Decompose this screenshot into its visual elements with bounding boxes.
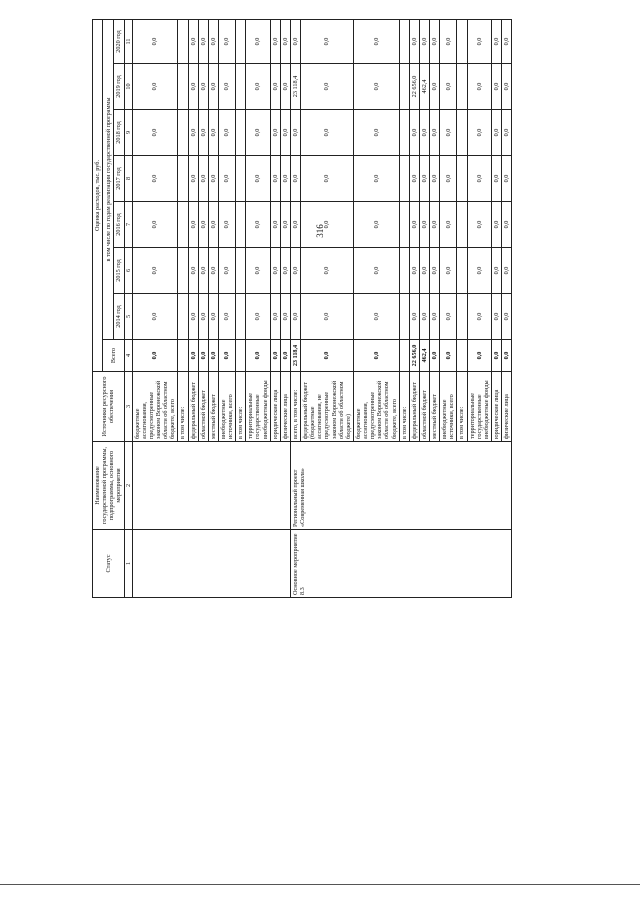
year-value-cell: 0,0 bbox=[440, 64, 457, 110]
total-value-cell: 0,0 bbox=[218, 340, 235, 372]
year-value-cell: 0,0 bbox=[188, 202, 198, 248]
column-number: 1 bbox=[124, 530, 132, 598]
column-number: 2 bbox=[124, 442, 132, 530]
year-value-cell: 0,0 bbox=[270, 202, 280, 248]
source-cell: федеральный бюджет bbox=[409, 372, 419, 442]
year-value-cell: 0,0 bbox=[198, 202, 208, 248]
year-value-cell: 0,0 bbox=[467, 64, 491, 110]
name-cell bbox=[132, 442, 290, 530]
year-value-cell: 0,0 bbox=[502, 294, 512, 340]
header-status: Статус bbox=[93, 530, 125, 598]
year-value-cell: 0,0 bbox=[188, 110, 198, 156]
year-value-cell: 0,0 bbox=[430, 294, 440, 340]
year-value-cell: 0,0 bbox=[353, 294, 399, 340]
year-value-cell bbox=[236, 202, 246, 248]
year-value-cell: 0,0 bbox=[353, 202, 399, 248]
year-value-cell bbox=[399, 64, 409, 110]
year-value-cell: 0,0 bbox=[467, 156, 491, 202]
total-value-cell: 0,0 bbox=[208, 340, 218, 372]
year-value-cell: 0,0 bbox=[419, 248, 429, 294]
source-cell: в том числе: bbox=[399, 372, 409, 442]
source-cell: в том числе: bbox=[457, 372, 467, 442]
header-year: 2018 год bbox=[114, 110, 124, 156]
year-value-cell bbox=[457, 110, 467, 156]
status-cell: Основное мероприятие 8.3 bbox=[290, 530, 511, 598]
year-value-cell: 0,0 bbox=[198, 248, 208, 294]
year-value-cell: 0,0 bbox=[491, 294, 501, 340]
year-value-cell: 0,0 bbox=[430, 110, 440, 156]
year-value-cell: 0,0 bbox=[419, 294, 429, 340]
total-value-cell: 0,0 bbox=[301, 340, 354, 372]
year-value-cell: 0,0 bbox=[218, 64, 235, 110]
year-value-cell: 0,0 bbox=[491, 156, 501, 202]
total-value-cell bbox=[236, 340, 246, 372]
total-value-cell: 0,0 bbox=[270, 340, 280, 372]
year-value-cell: 0,0 bbox=[246, 110, 270, 156]
column-number: 11 bbox=[124, 20, 132, 64]
source-cell: бюджетные ассигнования, предусмотренные законом Воронежской области об областном бюджете, всего bbox=[353, 372, 399, 442]
source-cell: местный бюджет bbox=[208, 372, 218, 442]
year-value-cell bbox=[399, 248, 409, 294]
year-value-cell bbox=[457, 20, 467, 64]
year-value-cell: 0,0 bbox=[270, 20, 280, 64]
year-value-cell: 0,0 bbox=[440, 156, 457, 202]
year-value-cell: 0,0 bbox=[430, 202, 440, 248]
year-value-cell: 0,0 bbox=[280, 294, 290, 340]
year-value-cell: 0,0 bbox=[246, 294, 270, 340]
total-value-cell: 23 118,4 bbox=[290, 340, 300, 372]
year-value-cell: 0,0 bbox=[270, 110, 280, 156]
year-value-cell bbox=[399, 20, 409, 64]
header-year: 2014 год bbox=[114, 294, 124, 340]
year-value-cell bbox=[178, 156, 188, 202]
year-value-cell: 0,0 bbox=[440, 110, 457, 156]
rotated-table-container bbox=[92, 20, 562, 598]
year-value-cell: 0,0 bbox=[353, 64, 399, 110]
year-value-cell: 0,0 bbox=[430, 156, 440, 202]
column-number: 5 bbox=[124, 294, 132, 340]
year-value-cell bbox=[236, 110, 246, 156]
year-value-cell: 0,0 bbox=[353, 156, 399, 202]
column-number: 3 bbox=[124, 372, 132, 442]
source-cell: областной бюджет bbox=[198, 372, 208, 442]
year-value-cell: 0,0 bbox=[353, 110, 399, 156]
year-value-cell: 0,0 bbox=[430, 64, 440, 110]
year-value-cell bbox=[399, 110, 409, 156]
year-value-cell: 0,0 bbox=[301, 110, 354, 156]
year-value-cell: 0,0 bbox=[246, 202, 270, 248]
year-value-cell: 0,0 bbox=[353, 20, 399, 64]
year-value-cell bbox=[236, 248, 246, 294]
column-numbers-row bbox=[124, 20, 132, 598]
header-year: 2016 год bbox=[114, 202, 124, 248]
year-value-cell: 0,0 bbox=[409, 20, 419, 64]
year-value-cell: 0,0 bbox=[290, 248, 300, 294]
year-value-cell: 0,0 bbox=[218, 20, 235, 64]
year-value-cell: 0,0 bbox=[467, 20, 491, 64]
year-value-cell: 0,0 bbox=[290, 202, 300, 248]
year-value-cell: 0,0 bbox=[280, 110, 290, 156]
year-value-cell: 0,0 bbox=[218, 294, 235, 340]
year-value-cell bbox=[457, 156, 467, 202]
year-value-cell: 0,0 bbox=[208, 294, 218, 340]
year-value-cell bbox=[399, 202, 409, 248]
total-value-cell: 0,0 bbox=[353, 340, 399, 372]
year-value-cell: 0,0 bbox=[502, 20, 512, 64]
year-value-cell: 0,0 bbox=[467, 248, 491, 294]
year-value-cell bbox=[178, 294, 188, 340]
year-value-cell: 0,0 bbox=[491, 248, 501, 294]
year-value-cell: 0,0 bbox=[270, 294, 280, 340]
name-cell: Региональный проект «Современная школа» bbox=[290, 442, 511, 530]
source-cell: территориальные государственные внебюджетные фонды bbox=[246, 372, 270, 442]
year-value-cell: 0,0 bbox=[198, 156, 208, 202]
year-value-cell: 0,0 bbox=[188, 64, 198, 110]
year-value-cell bbox=[457, 248, 467, 294]
year-value-cell bbox=[236, 20, 246, 64]
total-value-cell: 0,0 bbox=[198, 340, 208, 372]
header-by-years: в том числе по годам реализации государственной программы bbox=[103, 20, 114, 340]
year-value-cell: 0,0 bbox=[218, 156, 235, 202]
year-value-cell: 462,4 bbox=[419, 64, 429, 110]
column-number: 7 bbox=[124, 202, 132, 248]
year-value-cell: 0,0 bbox=[208, 64, 218, 110]
year-value-cell: 0,0 bbox=[301, 248, 354, 294]
source-cell: федеральный бюджет bbox=[188, 372, 198, 442]
year-value-cell: 0,0 bbox=[132, 110, 178, 156]
total-value-cell bbox=[178, 340, 188, 372]
year-value-cell: 0,0 bbox=[132, 248, 178, 294]
year-value-cell: 0,0 bbox=[409, 248, 419, 294]
year-value-cell: 0,0 bbox=[198, 64, 208, 110]
year-value-cell bbox=[178, 20, 188, 64]
year-value-cell: 0,0 bbox=[419, 20, 429, 64]
year-value-cell: 0,0 bbox=[290, 294, 300, 340]
year-value-cell: 0,0 bbox=[409, 110, 419, 156]
year-value-cell: 0,0 bbox=[280, 64, 290, 110]
year-value-cell: 0,0 bbox=[132, 20, 178, 64]
source-cell: внебюджетные источники, всего bbox=[440, 372, 457, 442]
year-value-cell: 0,0 bbox=[280, 202, 290, 248]
year-value-cell bbox=[457, 64, 467, 110]
year-value-cell: 0,0 bbox=[270, 64, 280, 110]
year-value-cell: 0,0 bbox=[440, 20, 457, 64]
year-value-cell: 0,0 bbox=[502, 110, 512, 156]
year-value-cell: 0,0 bbox=[467, 202, 491, 248]
source-cell: местный бюджет bbox=[430, 372, 440, 442]
source-cell: территориальные государственные внебюджетные фонды bbox=[467, 372, 491, 442]
year-value-cell: 0,0 bbox=[198, 294, 208, 340]
year-value-cell: 0,0 bbox=[290, 156, 300, 202]
year-value-cell: 0,0 bbox=[419, 156, 429, 202]
year-value-cell: 0,0 bbox=[491, 110, 501, 156]
year-value-cell: 0,0 bbox=[208, 20, 218, 64]
total-value-cell bbox=[457, 340, 467, 372]
year-value-cell: 0,0 bbox=[132, 64, 178, 110]
total-value-cell: 22 656,0 bbox=[409, 340, 419, 372]
year-value-cell: 0,0 bbox=[502, 202, 512, 248]
header-year: 2015 год bbox=[114, 248, 124, 294]
source-cell: в том числе: bbox=[178, 372, 188, 442]
year-value-cell: 0,0 bbox=[208, 110, 218, 156]
page-bottom-rule bbox=[0, 884, 640, 885]
year-value-cell: 0,0 bbox=[502, 248, 512, 294]
source-cell: областной бюджет bbox=[419, 372, 429, 442]
total-value-cell: 0,0 bbox=[188, 340, 198, 372]
year-value-cell: 0,0 bbox=[409, 202, 419, 248]
year-value-cell: 0,0 bbox=[491, 20, 501, 64]
status-cell bbox=[132, 530, 290, 598]
year-value-cell: 0,0 bbox=[218, 248, 235, 294]
total-value-cell: 0,0 bbox=[246, 340, 270, 372]
year-value-cell bbox=[178, 202, 188, 248]
header-source: Источники ресурсного обеспечения bbox=[93, 372, 125, 442]
year-value-cell: 0,0 bbox=[430, 248, 440, 294]
year-value-cell: 0,0 bbox=[419, 202, 429, 248]
source-cell: федеральный бюджет (бюджетные ассигнования, не предусмотренные законом Воронежской области об областном бюджете) bbox=[301, 372, 354, 442]
year-value-cell: 0,0 bbox=[419, 110, 429, 156]
total-value-cell bbox=[399, 340, 409, 372]
year-value-cell: 0,0 bbox=[467, 294, 491, 340]
year-value-cell: 0,0 bbox=[301, 156, 354, 202]
column-number: 9 bbox=[124, 110, 132, 156]
source-cell: всего, в том числе: bbox=[290, 372, 300, 442]
table-header bbox=[93, 20, 133, 598]
column-number: 4 bbox=[124, 340, 132, 372]
year-value-cell: 0,0 bbox=[502, 64, 512, 110]
table-body bbox=[132, 20, 512, 598]
year-value-cell bbox=[236, 156, 246, 202]
year-value-cell bbox=[236, 64, 246, 110]
year-value-cell: 0,0 bbox=[246, 156, 270, 202]
year-value-cell: 0,0 bbox=[198, 20, 208, 64]
year-value-cell: 0,0 bbox=[208, 248, 218, 294]
column-number: 10 bbox=[124, 64, 132, 110]
total-value-cell: 462,4 bbox=[419, 340, 429, 372]
page-number: 316 bbox=[315, 224, 325, 238]
year-value-cell: 0,0 bbox=[440, 294, 457, 340]
total-value-cell: 0,0 bbox=[430, 340, 440, 372]
source-cell: юридические лица bbox=[491, 372, 501, 442]
year-value-cell: 0,0 bbox=[246, 64, 270, 110]
year-value-cell bbox=[236, 294, 246, 340]
expenditure-table bbox=[92, 19, 512, 598]
year-value-cell: 0,0 bbox=[290, 110, 300, 156]
year-value-cell: 0,0 bbox=[491, 202, 501, 248]
source-cell: физические лица bbox=[280, 372, 290, 442]
year-value-cell: 0,0 bbox=[301, 20, 354, 64]
year-value-cell: 0,0 bbox=[188, 20, 198, 64]
year-value-cell bbox=[178, 110, 188, 156]
year-value-cell: 0,0 bbox=[502, 156, 512, 202]
year-value-cell: 0,0 bbox=[208, 156, 218, 202]
year-value-cell: 0,0 bbox=[409, 156, 419, 202]
year-value-cell: 0,0 bbox=[246, 20, 270, 64]
year-value-cell bbox=[457, 294, 467, 340]
year-value-cell: 0,0 bbox=[280, 248, 290, 294]
year-value-cell: 0,0 bbox=[270, 248, 280, 294]
source-cell: физические лица bbox=[502, 372, 512, 442]
year-value-cell: 0,0 bbox=[218, 110, 235, 156]
year-value-cell: 0,0 bbox=[440, 202, 457, 248]
year-value-cell: 0,0 bbox=[280, 156, 290, 202]
year-value-cell bbox=[178, 64, 188, 110]
year-value-cell: 0,0 bbox=[280, 20, 290, 64]
year-value-cell: 23 118,4 bbox=[290, 64, 300, 110]
header-name: Наименование государственной программы, подпрограммы, основного мероприятия bbox=[93, 442, 125, 530]
total-value-cell: 0,0 bbox=[132, 340, 178, 372]
source-cell: внебюджетные источники, всего bbox=[218, 372, 235, 442]
year-value-cell: 0,0 bbox=[430, 20, 440, 64]
year-value-cell: 22 656,0 bbox=[409, 64, 419, 110]
source-cell: юридические лица bbox=[270, 372, 280, 442]
total-value-cell: 0,0 bbox=[467, 340, 491, 372]
table-row bbox=[132, 20, 178, 598]
year-value-cell: 0,0 bbox=[188, 248, 198, 294]
year-value-cell: 0,0 bbox=[188, 156, 198, 202]
total-value-cell: 0,0 bbox=[491, 340, 501, 372]
source-cell: бюджетные ассигнования, предусмотренные законом Воронежской области об областном бюджете, всего bbox=[132, 372, 178, 442]
year-value-cell: 0,0 bbox=[491, 64, 501, 110]
header-year: 2019 год bbox=[114, 64, 124, 110]
year-value-cell bbox=[399, 156, 409, 202]
year-value-cell bbox=[457, 202, 467, 248]
year-value-cell bbox=[178, 248, 188, 294]
year-value-cell: 0,0 bbox=[132, 156, 178, 202]
total-value-cell: 0,0 bbox=[440, 340, 457, 372]
year-value-cell: 0,0 bbox=[301, 202, 354, 248]
year-value-cell: 0,0 bbox=[270, 156, 280, 202]
column-number: 6 bbox=[124, 248, 132, 294]
header-estimate: Оценка расходов, тыс. руб. bbox=[93, 20, 103, 372]
year-value-cell: 0,0 bbox=[440, 248, 457, 294]
table-row bbox=[290, 20, 300, 598]
year-value-cell: 0,0 bbox=[409, 294, 419, 340]
year-value-cell: 0,0 bbox=[301, 294, 354, 340]
year-value-cell: 0,0 bbox=[132, 294, 178, 340]
total-value-cell: 0,0 bbox=[502, 340, 512, 372]
year-value-cell: 0,0 bbox=[198, 110, 208, 156]
year-value-cell: 0,0 bbox=[301, 64, 354, 110]
year-value-cell: 0,0 bbox=[467, 110, 491, 156]
header-total: Всего bbox=[103, 340, 124, 372]
year-value-cell: 0,0 bbox=[218, 202, 235, 248]
year-value-cell: 0,0 bbox=[290, 20, 300, 64]
year-value-cell: 0,0 bbox=[188, 294, 198, 340]
year-value-cell: 0,0 bbox=[132, 202, 178, 248]
year-value-cell bbox=[399, 294, 409, 340]
year-value-cell: 0,0 bbox=[208, 202, 218, 248]
year-value-cell: 0,0 bbox=[353, 248, 399, 294]
total-value-cell: 0,0 bbox=[280, 340, 290, 372]
year-value-cell: 0,0 bbox=[246, 248, 270, 294]
header-year: 2017 год bbox=[114, 156, 124, 202]
source-cell: в том числе: bbox=[236, 372, 246, 442]
column-number: 8 bbox=[124, 156, 132, 202]
header-year: 2020 год bbox=[114, 20, 124, 64]
